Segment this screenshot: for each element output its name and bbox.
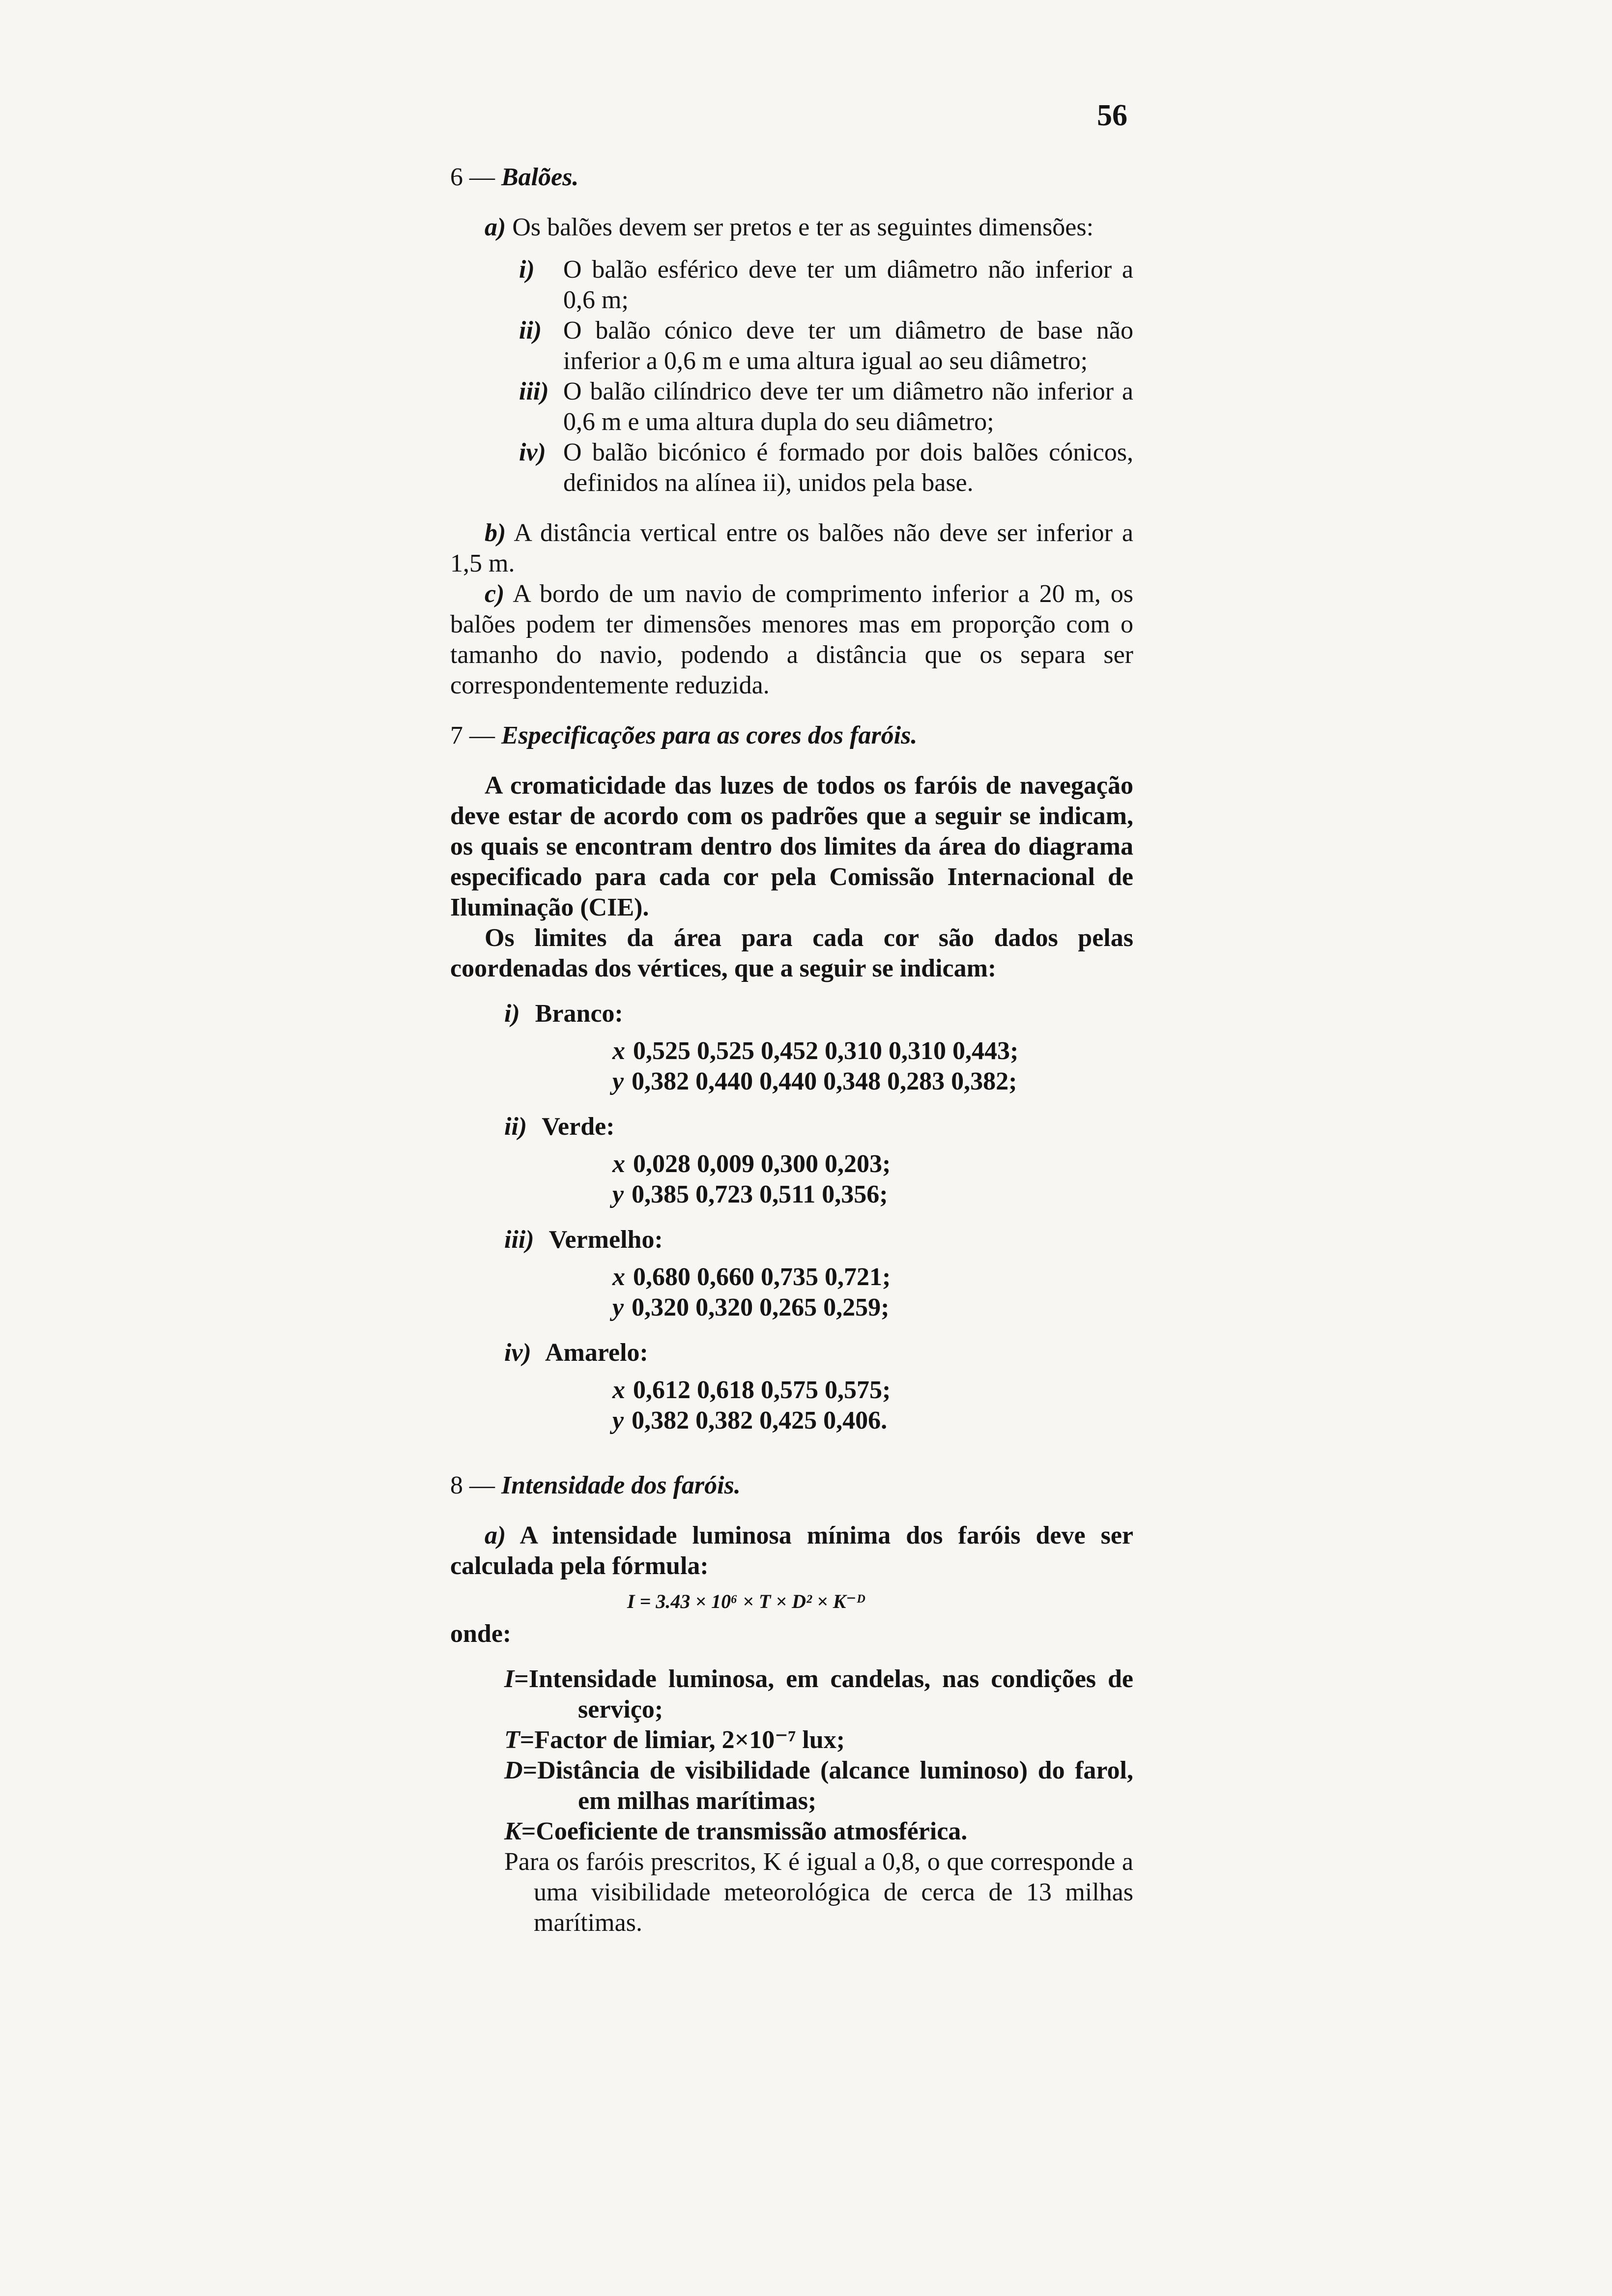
x-coordinates (612, 1375, 1133, 1406)
x-coordinates (612, 1149, 1133, 1179)
y-values: 0,320 0,320 0,265 0,259; (632, 1293, 890, 1321)
list-item-text: O balão esférico deve ter um diâmetro não inferior a 0,6 m; (563, 256, 1133, 314)
x-axis-label: x (612, 1037, 625, 1065)
y-coordinates (612, 1066, 1133, 1097)
list-item (519, 376, 1133, 437)
formula-definitions (504, 1664, 1133, 1847)
color-name: Amarelo: (545, 1339, 648, 1367)
y-values: 0,382 0,382 0,425 0,406. (632, 1406, 888, 1435)
section-6-intro-text: Os balões devem ser pretos e ter as seguintes dimensões: (512, 213, 1094, 241)
color-marker: iii) (504, 1226, 534, 1254)
onde-label: onde: (450, 1620, 512, 1648)
x-axis-label: x (612, 1376, 625, 1404)
section-6-title: Balões. (501, 163, 579, 191)
section-8-a-text: A intensidade luminosa mínima dos faróis deve ser calculada pela fórmula: (450, 1521, 1133, 1580)
y-values: 0,385 0,723 0,511 0,356; (632, 1180, 888, 1208)
list-item-text: O balão cónico deve ter um diâmetro de base não inferior a 0,6 m e uma altura igual ao seu diâmetro; (563, 316, 1133, 375)
section-7-para-1: A cromaticidade das luzes de todos os faróis de navegação deve estar de acordo com os padrões que a seguir se indicam, os quais se encontram dentro dos limites da área do diagrama especificado para cada cor pela Comissão Internacional de Iluminação (CIE). (450, 772, 1133, 921)
y-axis-label: y (612, 1293, 624, 1321)
section-6-number: 6 — (450, 163, 495, 191)
y-coordinates (612, 1179, 1133, 1210)
section-7-para-2: Os limites da área para cada cor são dados pelas coordenadas dos vértices, que a seguir se indicam: (450, 924, 1133, 982)
list-item-text: O balão bicónico é formado por dois balões cónicos, definidos na alínea ii), unidos pela base. (563, 438, 1133, 497)
color-marker: iv) (504, 1339, 531, 1367)
x-coordinates (612, 1262, 1133, 1292)
balloon-list (519, 255, 1133, 498)
definition-item (504, 1664, 1133, 1725)
color-name: Branco: (535, 1000, 623, 1028)
section-8-closing: Para os faróis prescritos, K é igual a 0,8, o que corresponde a uma visibilidade meteorológica de cerca de 13 milhas marítimas. (504, 1848, 1133, 1937)
intensity-formula: I = 3.43 × 10⁶ × T × D² × K⁻ᴰ (627, 1590, 865, 1612)
definition-item (504, 1816, 1133, 1847)
x-axis-label: x (612, 1263, 625, 1291)
definition-symbol: I (504, 1665, 515, 1693)
list-item-marker: i) (519, 256, 535, 284)
list-item-marker: iii) (519, 377, 549, 405)
color-block-amarelo (450, 1338, 1133, 1436)
section-6-heading (450, 162, 1133, 193)
y-axis-label: y (612, 1067, 624, 1095)
section-7-title: Especificações para as cores dos faróis. (501, 721, 918, 749)
x-coordinates (612, 1036, 1133, 1066)
x-axis-label: x (612, 1150, 625, 1178)
color-block-verde (450, 1112, 1133, 1210)
definition-symbol: D (504, 1756, 523, 1784)
color-coordinates (612, 1036, 1133, 1097)
y-values: 0,382 0,440 0,440 0,348 0,283 0,382; (632, 1067, 1017, 1095)
section-6-b-letter: b) (485, 519, 506, 547)
list-item (519, 316, 1133, 376)
section-7-number: 7 — (450, 721, 495, 749)
list-item-marker: ii) (519, 316, 542, 344)
definition-text: =Distância de visibilidade (alcance luminoso) do farol, em milhas marítimas; (522, 1756, 1133, 1815)
page-number: 56 (1097, 99, 1127, 132)
color-coordinates (612, 1149, 1133, 1210)
color-name: Vermelho: (548, 1226, 663, 1254)
x-values: 0,028 0,009 0,300 0,203; (633, 1150, 891, 1178)
list-item-text: O balão cilíndrico deve ter um diâmetro não inferior a 0,6 m e uma altura dupla do seu diâmetro; (563, 377, 1133, 436)
y-coordinates (612, 1406, 1133, 1436)
definition-item (504, 1755, 1133, 1816)
color-coordinates (612, 1375, 1133, 1436)
section-6-b (450, 518, 1133, 579)
section-6-c (450, 579, 1133, 701)
definition-item (504, 1725, 1133, 1755)
color-coordinates (612, 1262, 1133, 1323)
section-6-intro-letter: a) (485, 213, 506, 241)
definition-symbol: T (504, 1726, 520, 1754)
section-6-b-text: A distância vertical entre os balões não deve ser inferior a 1,5 m. (450, 519, 1134, 577)
document-body (450, 162, 1133, 1938)
section-6-c-text: A bordo de um navio de comprimento inferior a 20 m, os balões podem ter dimensões menores mas em proporção com o tamanho do navio, podendo a distância que os separa ser correspondentemente reduzida. (450, 580, 1133, 699)
y-axis-label: y (612, 1180, 624, 1208)
section-6-c-letter: c) (485, 580, 505, 608)
definition-symbol: K (504, 1817, 521, 1845)
section-8-number: 8 — (450, 1471, 495, 1499)
list-item (519, 255, 1133, 316)
section-8-title: Intensidade dos faróis. (501, 1471, 741, 1499)
section-8-a (450, 1521, 1133, 1581)
color-marker: i) (504, 1000, 520, 1028)
x-values: 0,680 0,660 0,735 0,721; (633, 1263, 891, 1291)
color-marker: ii) (504, 1113, 527, 1141)
section-8-heading (450, 1470, 1133, 1501)
color-block-vermelho (450, 1225, 1133, 1323)
section-8-a-letter: a) (485, 1521, 506, 1550)
x-values: 0,525 0,525 0,452 0,310 0,310 0,443; (633, 1037, 1019, 1065)
list-item (519, 437, 1133, 498)
definition-text: =Coeficiente de transmissão atmosférica. (521, 1817, 968, 1845)
definition-text: =Intensidade luminosa, em candelas, nas condições de serviço; (514, 1665, 1133, 1723)
color-block-branco (450, 999, 1133, 1097)
list-item-marker: iv) (519, 438, 546, 466)
section-7-heading (450, 720, 1133, 751)
definition-text: =Factor de limiar, 2×10⁻⁷ lux; (519, 1726, 845, 1754)
color-name: Verde: (542, 1113, 615, 1141)
section-6-intro (450, 212, 1133, 243)
y-coordinates (612, 1292, 1133, 1323)
y-axis-label: y (612, 1406, 624, 1435)
x-values: 0,612 0,618 0,575 0,575; (633, 1376, 891, 1404)
